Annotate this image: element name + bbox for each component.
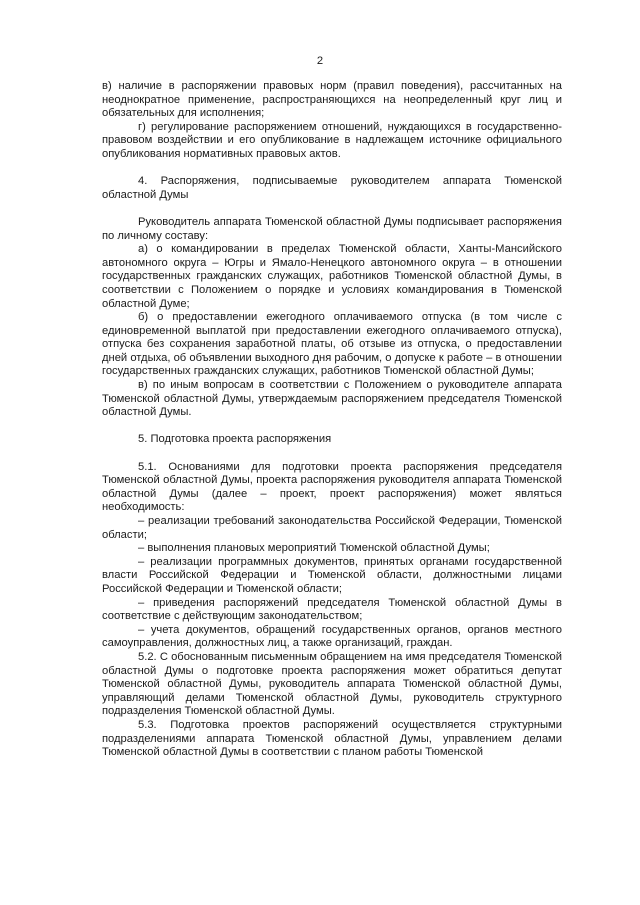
paragraph: – приведения распоряжений председателя Тюменской областной Думы в соответствие с действующим законодательством;: [102, 596, 562, 623]
page-number: 2: [316, 55, 324, 67]
paragraph: 5. Подготовка проекта распоряжения: [138, 433, 332, 446]
document-body: [102, 80, 562, 760]
paragraph: – выполнения плановых мероприятий Тюменской областной Думы;: [138, 542, 490, 555]
paragraph: в) по иным вопросам в соответствии с Положением о руководителе аппарата Тюменской областной Думы, утверждаемым распоряжением председателя Тюменской областной Думы.: [102, 379, 562, 419]
paragraph: б) о предоставлении ежегодного оплачиваемого отпуска (в том числе с единовременной выплатой при предоставлении ежегодного оплачиваемого отпуска), отпуска без сохранения заработной платы, об отзыве из отпуска, о предоставлении дней отдыха, об объявлении выходного дня рабочим, о допуске к работе – в отношении государственных гражданских служащих, работников Тюменской областной Думы;: [102, 311, 562, 378]
paragraph: 5.1. Основаниями для подготовки проекта распоряжения председателя Тюменской областной Думы, проекта распоряжения руководителя аппарата Тюменской областной Думы (далее – проект, проект распоряжения) может являться необходимость:: [102, 460, 562, 514]
paragraph: 4. Распоряжения, подписываемые руководителем аппарата Тюменской областной Думы: [102, 175, 562, 201]
paragraph: 5.2. С обоснованным письменным обращением на имя председателя Тюменской областной Думы о подготовке проекта распоряжения может обратиться депутат Тюменской областной Думы, руководитель аппарата Тюменской областной Думы, управляющий делами Тюменской областной Думы, руководитель структурного подразделения Тюменской областной Думы.: [102, 650, 562, 718]
paragraph: – реализации требований законодательства Российской Федерации, Тюменской области;: [102, 515, 562, 541]
paragraph-spacer: [102, 420, 562, 434]
paragraph: в) наличие в распоряжении правовых норм (правил поведения), рассчитанных на неоднократное применение, распространяющихся на неопределенный круг лиц и обязательных для исполнения;: [102, 80, 562, 120]
paragraph: а) о командировании в пределах Тюменской области, Ханты-Мансийского автономного округа – Югры и Ямало-Ненецкого автономного округа – в отношении государственных гражданских служащих, работников Тюменской областной Думы, в соответствии с Положением о порядке и условиях командирования в Тюменской областной Думе;: [102, 243, 562, 310]
paragraph: 5.3. Подготовка проектов распоряжений осуществляется структурными подразделениями аппарата Тюменской областной Думы, управлением делами Тюменской областной Думы в соответствии с планом работы Тюменской: [102, 718, 562, 759]
paragraph-spacer: [102, 162, 562, 176]
paragraph: – учета документов, обращений государственных органов, органов местного самоуправления, должностных лиц, а также организаций, граждан.: [102, 623, 562, 650]
paragraph: – реализации программных документов, принятых органами государственной власти Российской Федерации и Тюменской области, должностными лицами Российской Федерации и Тюменской области;: [102, 555, 562, 595]
paragraph-spacer: [102, 202, 562, 216]
paragraph: Руководитель аппарата Тюменской областной Думы подписывает распоряжения по личному составу:: [102, 215, 562, 242]
paragraph-spacer: [102, 447, 562, 461]
paragraph: г) регулирование распоряжением отношений, нуждающихся в государственно-правовом воздействии и его опубликование в надлежащем источнике официального опубликования нормативных правовых актов.: [102, 120, 562, 160]
